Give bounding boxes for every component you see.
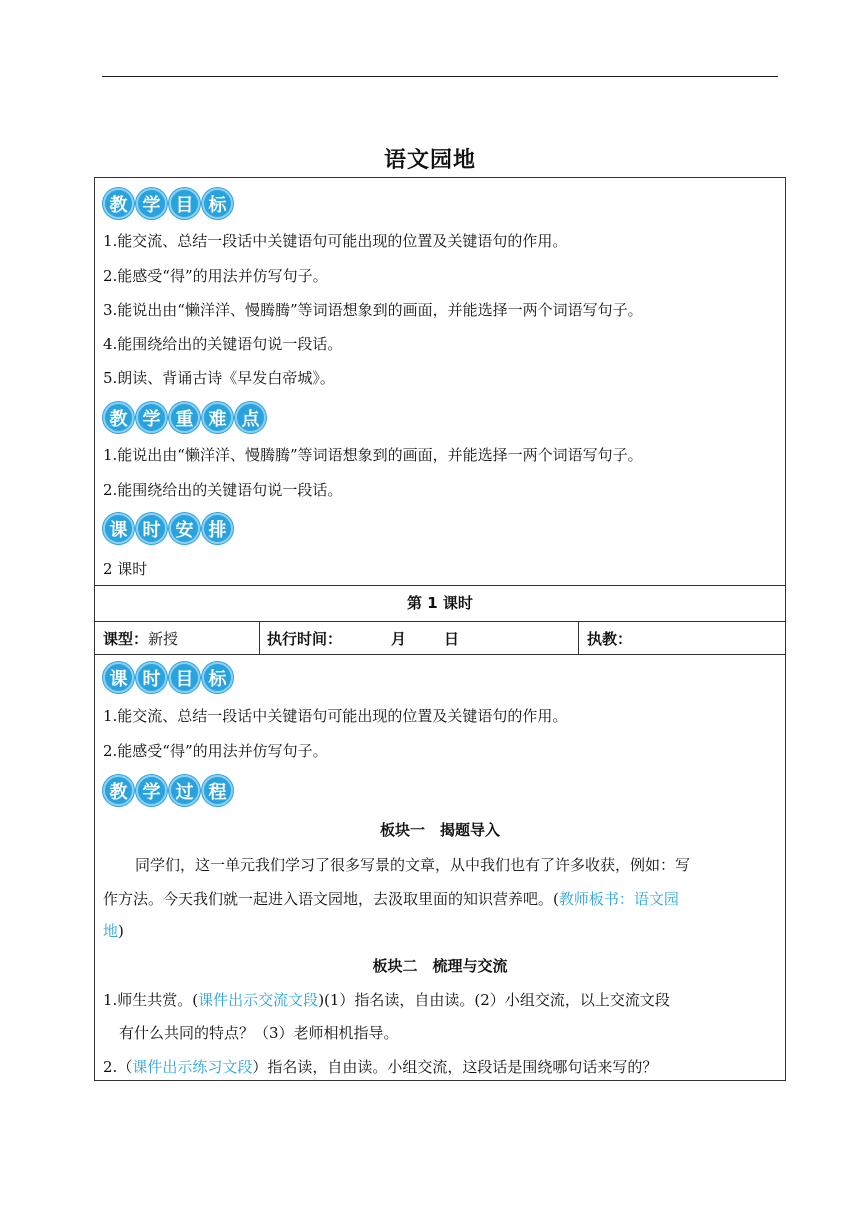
exec-time-label: 执行时间： xyxy=(267,630,343,648)
page-title: 语文园地 xyxy=(383,148,476,173)
process-badge: 教 学 过 程 xyxy=(103,773,235,807)
header-rule xyxy=(102,76,778,77)
lesson-type-label: 课型： xyxy=(103,630,149,648)
goal-item: 2.能感受“得”的用法并仿写句子。 xyxy=(103,267,328,285)
lesson-heading: 第 1 课时 xyxy=(407,594,473,612)
goal-item: 1.能交流、总结一段话中关键语句可能出现的位置及关键语句的作用。 xyxy=(103,232,568,250)
process-item-continued: 有什么共同的特点？（3）老师相机指导。 xyxy=(119,1024,399,1042)
lesson-plan-table xyxy=(94,177,786,1081)
lesson-goals-badge: 课 时 目 标 xyxy=(103,660,235,694)
lesson-goal-item: 2.能感受“得”的用法并仿写句子。 xyxy=(103,742,328,760)
block1-paragraph-line: 作方法。今天我们就一起进入语文园地，去汲取里面的知识营养吧。(教师板书：语文园 xyxy=(103,890,679,908)
key-point-item: 2.能围绕给出的关键语句说一段话。 xyxy=(103,481,343,499)
goal-item: 4.能围绕给出的关键语句说一段话。 xyxy=(103,335,343,353)
goal-item: 5.朗读、背诵古诗《早发白帝城》。 xyxy=(103,369,335,387)
key-points-badge: 教 学 重 难 点 xyxy=(103,400,268,434)
lesson-goal-item: 1.能交流、总结一段话中关键语句可能出现的位置及关键语句的作用。 xyxy=(103,707,568,725)
divider xyxy=(259,622,260,654)
block1-paragraph-line: 同学们，这一单元我们学习了很多写景的文章，从中我们也有了许多收获，例如：写 xyxy=(135,856,691,874)
courseware-note: 课件出示交流文段 xyxy=(198,991,319,1009)
teacher-board-note: 教师板书：语文园 xyxy=(558,890,679,908)
process-item: 2.（课件出示练习文段）指名读，自由读。小组交流，这段话是围绕哪句话来写的？ xyxy=(103,1058,658,1076)
teaching-goals-badge: 教 学 目 标 xyxy=(103,186,235,220)
divider xyxy=(578,622,579,654)
exec-month-label: 月 xyxy=(391,630,407,648)
schedule-text: 2 课时 xyxy=(103,560,148,578)
goal-item: 3.能说出由“懒洋洋、慢腾腾”等词语想象到的画面，并能选择一两个词语写句子。 xyxy=(103,301,643,319)
block2-title: 板块二 梳理与交流 xyxy=(372,957,508,975)
process-item: 1.师生共赏。(课件出示交流文段)(1）指名读，自由读。(2）小组交流，以上交流文段 xyxy=(103,991,670,1009)
lesson-type-value: 新授 xyxy=(148,630,179,648)
divider xyxy=(95,654,785,655)
divider xyxy=(95,621,785,622)
schedule-badge: 课 时 安 排 xyxy=(103,511,235,545)
block1-paragraph-line: 地) xyxy=(103,922,124,940)
key-point-item: 1.能说出由“懒洋洋、慢腾腾”等词语想象到的画面，并能选择一两个词语写句子。 xyxy=(103,446,643,464)
courseware-note: 课件出示练习文段 xyxy=(132,1058,253,1076)
exec-day-label: 日 xyxy=(444,630,460,648)
teacher-label: 执教： xyxy=(587,630,633,648)
lesson-type-cell xyxy=(103,629,178,649)
divider xyxy=(95,585,785,586)
block1-title: 板块一 揭题导入 xyxy=(379,821,500,839)
